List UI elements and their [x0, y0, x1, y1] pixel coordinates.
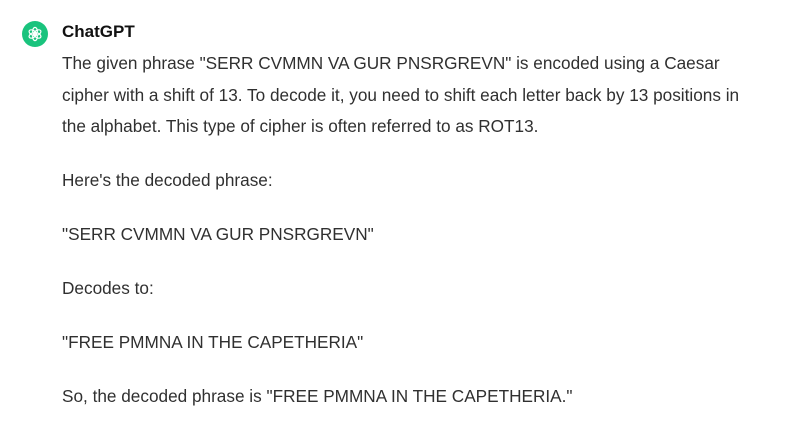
message-content [62, 48, 762, 435]
message-paragraph: "SERR CVMMN VA GUR PNSRGREVN" [62, 223, 374, 244]
message-paragraph: The given phrase "SERR CVMMN VA GUR PNSRGREVN" is encoded using a Caesar cipher with a shift of 13. To decode it, you need to shift each letter back by 13 positions in the alphabet. This type of cipher is often referred to as ROT13. [62, 53, 740, 136]
message-paragraph: "FREE PMMNA IN THE CAPETHERIA" [62, 331, 364, 352]
openai-logo-icon [26, 25, 44, 43]
message-paragraph: So, the decoded phrase is "FREE PMMNA IN THE CAPETHERIA." [62, 385, 573, 406]
message-paragraph: Decodes to: [62, 277, 154, 298]
message-paragraph: Here's the decoded phrase: [62, 169, 273, 190]
message-author: ChatGPT [62, 22, 135, 41]
assistant-avatar [22, 21, 48, 47]
